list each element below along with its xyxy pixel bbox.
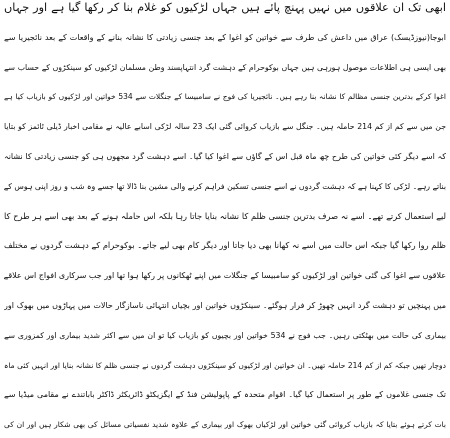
article-text	[4, 0, 446, 438]
article-line: بات کرتے ہوئے بتایا کہ بازیاب کروائی گئی خواتین اور لڑکیاں بھوک اور بیماری کے علاوہ شدید نفسیاتی مسائل کی بھی شکار ہیں اور ان کی	[4, 420, 446, 430]
article-line: جن میں سے کم از کم 214 حاملہ ہیں۔ جنگل سے بازیاب کروائی گئی ایک 23 سالہ لڑکی اسابے عالیہ نے مقامی اخبار ڈیلی ٹائمز کو بتایا	[4, 122, 446, 132]
article-line: بناتے رہے۔ لڑکی کا کہنا ہے کہ دہشت گردوں نے اسے جنسی تسکین فراہم کرنے والی مشین بنا ڈالا تھا جسے وہ شب و روز اپنی ہوس کے	[4, 181, 446, 191]
article-line: اغوا کرکے بدترین جنسی مظالم کا نشانہ بنا رہے ہیں۔ نائجیریا کی فوج نے سامبیسا کے جنگلات سے 534 خواتین اور لڑکیوں کو بازیاب کیا ہے	[4, 92, 446, 102]
article-line: ظلم روا رکھا گیا جبکہ اس حالت میں اسے نہ کھانا بھی دیا جاتا اور دیگر کام بھی لیے جاتے۔ بوکوحرام کے دہشت گردوں نے مختلف	[4, 240, 446, 251]
article-line: ابھی تک ان علاقوں میں نہیں پہنچ پائے ہیں جہاں لڑکیوں کو غلام بنا کر رکھا گیا ہے اور جہاں	[4, 1, 446, 14]
article-line: لیے استعمال کرتے تھے۔ اسے نہ صرف بدترین جنسی ظلم کا نشانہ بنایا جاتا رہا بلکہ اس حاملہ ہونے کے بعد بھی اسے ہر طرح کا	[4, 210, 446, 221]
article-line: میں پہنچیں تو دہشت گرد انہیں چھوڑ کر فرار ہوگئے۔ سینکڑوں خواتین اور بچیاں انتہائی ناسازگار حالات میں پہاڑوں میں بھوک اور	[4, 300, 446, 310]
article-line: کہ اسے دیگر کئی خواتین کی طرح چھ ماہ قبل اس کے گاؤں سے اغوا کیا گیا۔ اسے دہشت گرد مجھوں ہی کو جنسی زیادتی کا نشانہ	[4, 151, 446, 161]
article-line: علاقوں سے اغوا کی گئی خواتین اور لڑکیوں کو سامبیسا کے جنگلات میں اپنے ٹھکانوں پر رکھا ہوا تھا اور جب سرکاری افواج اس علاقے	[4, 271, 446, 281]
article-line: بھی ایسی ہی اطلاعات موصول ہورہی ہیں جہاں بوکوحرام کے دہشت گرد انتہاپسند وطن مسلمان لڑکیوں کو سینکڑوں کے حساب سے	[4, 62, 446, 72]
article-line: بیماری کی حالت میں بھٹکتی رہیں۔ جب فوج نے 534 خواتین اور بچیوں کو بازیاب کیا تو ان میں سے اکثر شدید بیماری اور کمزوری سے	[4, 330, 446, 340]
article-line: ابوجا(نیوزڈیسک) عراق میں داعش کی طرف سے خواتین کو اغوا کے بعد جنسی زیادتی کا نشانہ بنانے کے واقعات کے بعد نائجیریا سے	[4, 32, 446, 42]
article-line: تک جنسی غلاموں کے طور پر استعمال کیا گیا۔ اقوام متحدہ کے پاپولیشن فنڈ کے ایگزیکٹو ڈائریکٹر ڈاکٹر باباتندے نے مقامی میڈیا سے	[4, 390, 446, 400]
article-line: دوچار تھیں جبکہ کم از کم 214 حاملہ تھیں۔ ان خواتین اور لڑکیوں کو سینکڑوں دہشت گردوں نے جنسی ظلم کا نشانہ بنایا اور انہیں کئی ماہ	[4, 360, 446, 370]
